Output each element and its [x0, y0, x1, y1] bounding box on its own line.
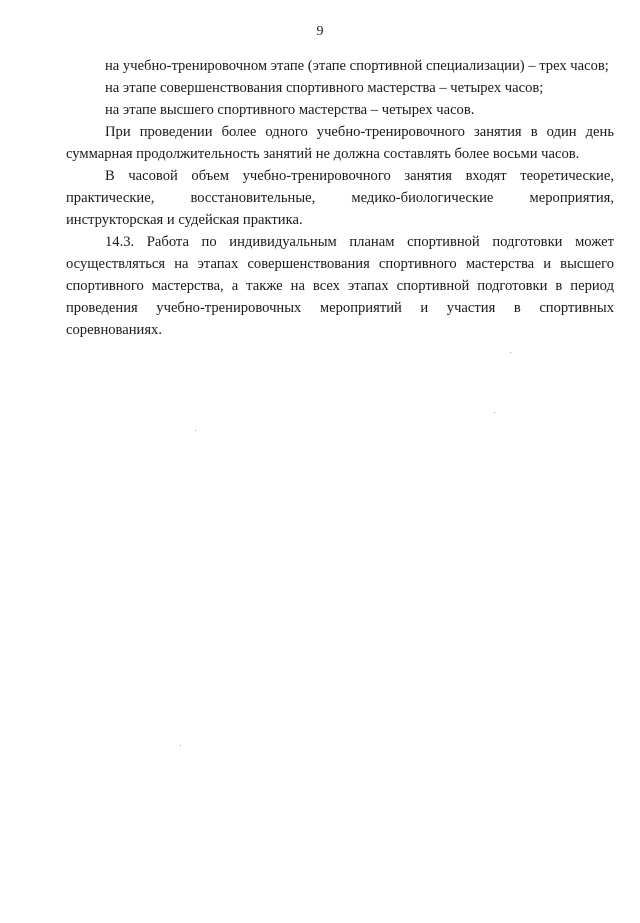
document-body	[66, 55, 614, 341]
paragraph-higher-mastery-stage: на этапе высшего спортивного мастерства – четырех часов.	[105, 102, 475, 118]
paragraph-multiple-sessions: При проведении более одного учебно-тренировочного занятия в один день суммарная продолжительность занятий не должна составлять более восьми часов.	[66, 124, 614, 162]
paragraph-improvement-stage: на этапе совершенствования спортивного мастерства – четырех часов;	[105, 80, 544, 96]
page-number: 9	[316, 24, 324, 39]
scan-speck	[180, 745, 181, 746]
paragraph-individual-plans: 14.3. Работа по индивидуальным планам спортивной подготовки может осуществляться на этапах совершенствования спортивного мастерства и высшего спортивного мастерства, а также на всех этапах спортивной подготовки в период проведения учебно-тренировочных мероприятий и участия в спортивных соревнованиях.	[66, 234, 614, 338]
scan-speck	[195, 430, 196, 431]
paragraph-session-content: В часовой объем учебно-тренировочного занятия входят теоретические, практические, восстановительные, медико-биологические мероприятия, инструкторская и судейская практика.	[66, 168, 614, 228]
scan-speck	[494, 412, 495, 413]
paragraph-training-stage: на учебно-тренировочном этапе (этапе спортивной специализации) – трех часов;	[105, 58, 609, 74]
scan-speck	[510, 352, 511, 353]
